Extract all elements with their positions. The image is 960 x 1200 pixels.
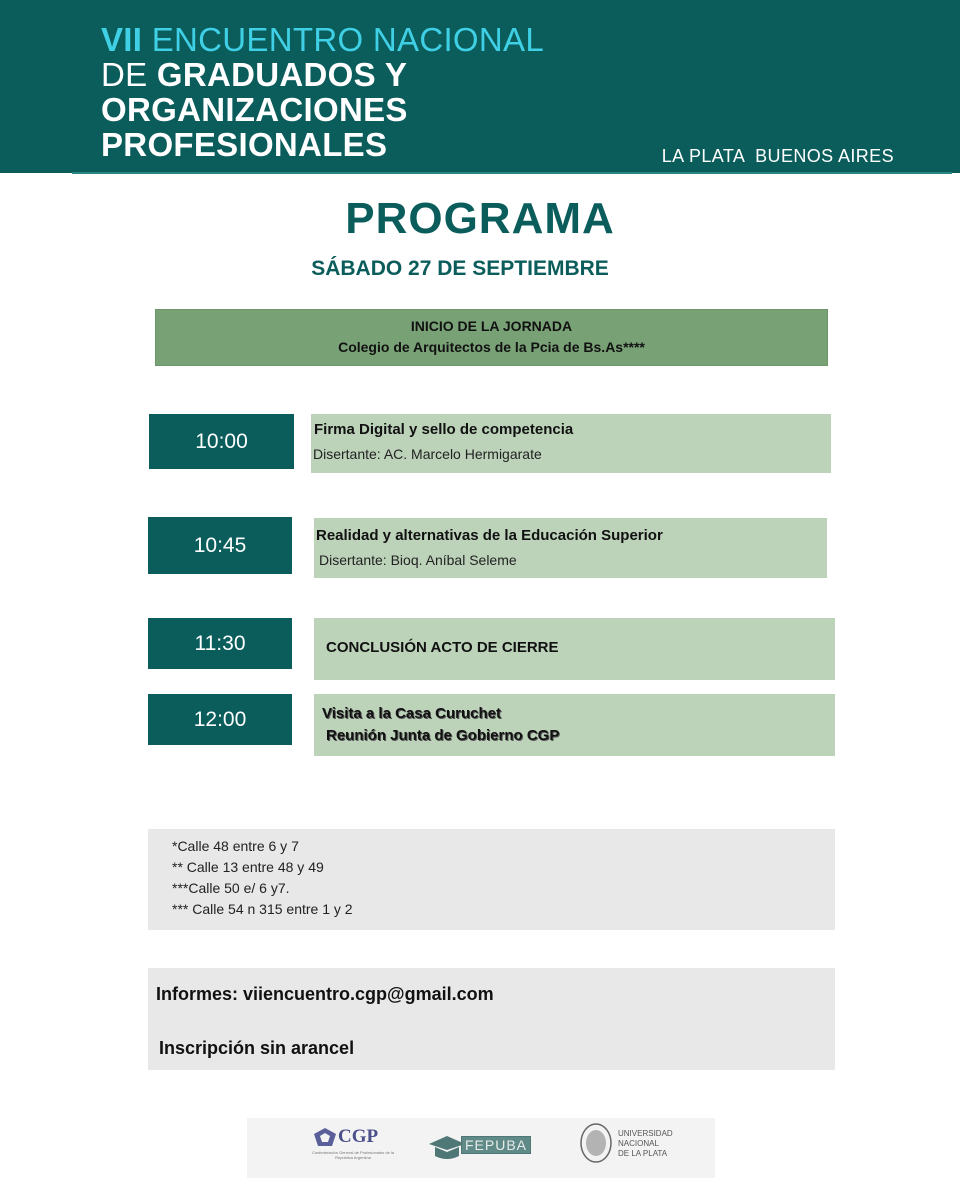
header-divider: [72, 172, 952, 174]
title-line-2-prefix: DE: [101, 56, 148, 93]
schedule-item: [314, 518, 827, 578]
event-location: LA PLATA BUENOS AIRES: [661, 146, 894, 166]
address-line: ** Calle 13 entre 48 y 49: [172, 859, 324, 875]
address-line: ***Calle 50 e/ 6 y7.: [172, 880, 290, 896]
unlp-name-line: UNIVERSIDAD: [618, 1129, 673, 1138]
title-line-3: ORGANIZACIONES: [101, 91, 408, 128]
title-line-4: PROFESIONALES: [101, 126, 388, 163]
program-date: SÁBADO 27 DE SEPTIEMBRE: [311, 257, 609, 280]
event-header: [0, 0, 960, 173]
item-speaker: Disertante: AC. Marcelo Hermigarate: [313, 446, 542, 462]
item-title: Visita a la Casa Curuchet: [322, 705, 501, 722]
registration-fee: Inscripción sin arancel: [159, 1038, 355, 1058]
fepuba-name: FEPUBA: [461, 1136, 531, 1154]
item-title: Realidad y alternativas de la Educación Superior: [316, 527, 663, 544]
time-badge: 10:00: [149, 414, 294, 469]
unlp-name-line: DE LA PLATA: [618, 1149, 668, 1158]
item-title-2: Reunión Junta de Gobierno CGP: [326, 727, 560, 744]
item-title: Firma Digital y sello de competencia: [314, 421, 574, 438]
title-line-2-text: GRADUADOS Y: [156, 56, 408, 93]
time-badge: 11:30: [148, 618, 292, 669]
edition-number: VII: [101, 21, 143, 58]
opening-title: INICIO DE LA JORNADA: [410, 318, 573, 334]
program-title: PROGRAMA: [345, 194, 615, 243]
address-notes: [148, 829, 835, 930]
info-box: [148, 968, 835, 1070]
contact-email[interactable]: Informes: viiencuentro.cgp@gmail.com: [156, 984, 494, 1004]
title-line-2: [101, 57, 544, 92]
item-speaker: Disertante: Bioq. Aníbal Seleme: [319, 552, 517, 568]
schedule-item: [314, 694, 835, 756]
schedule-item: [314, 618, 835, 680]
address-line: *Calle 48 entre 6 y 7: [172, 838, 299, 854]
unlp-name: [618, 1129, 673, 1159]
address-line: *** Calle 54 n 315 entre 1 y 2: [172, 901, 353, 917]
opening-venue: Colegio de Arquitectos de la Pcia de Bs.As****: [338, 339, 645, 355]
university-seal-icon: [580, 1123, 612, 1163]
cgp-name: CGP: [338, 1126, 379, 1147]
opening-banner: [155, 309, 828, 366]
cgp-subtitle: Confederación General de Profesionales de la República Argentina: [311, 1150, 395, 1160]
event-title: [101, 22, 544, 162]
time-badge: 10:45: [148, 517, 292, 574]
sponsor-logos: [247, 1118, 715, 1178]
item-title: CONCLUSIÓN ACTO DE CIERRE: [326, 639, 559, 656]
cgp-emblem-icon: [314, 1128, 336, 1146]
schedule-item: [311, 414, 831, 473]
title-line-1: [101, 22, 544, 57]
unlp-name-line: NACIONAL: [618, 1139, 659, 1148]
title-line-1-text: ENCUENTRO NACIONAL: [151, 21, 544, 58]
time-badge: 12:00: [148, 694, 292, 745]
